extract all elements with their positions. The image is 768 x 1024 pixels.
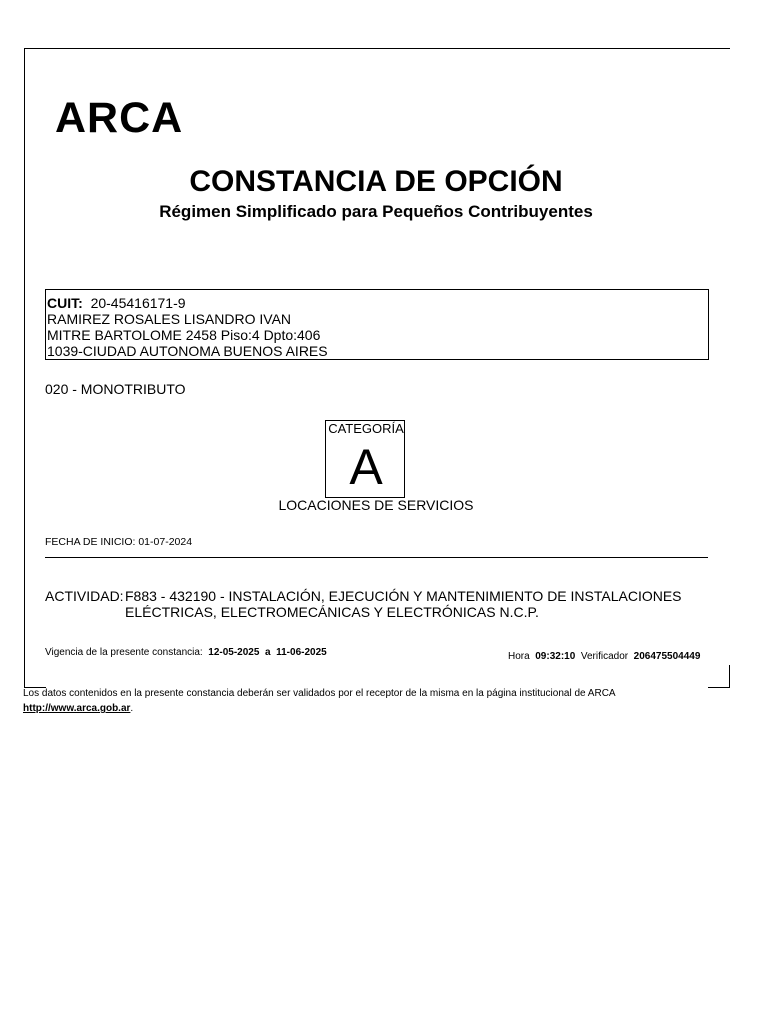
validity-line bbox=[45, 646, 327, 660]
frame-bottom-right-corner bbox=[708, 687, 730, 688]
footer-link-line bbox=[23, 702, 133, 716]
validity-label: Vigencia de la presente constancia: bbox=[45, 647, 203, 658]
category-description: LOCACIONES DE SERVICIOS bbox=[278, 497, 474, 513]
frame-left-border bbox=[24, 48, 25, 688]
frame-right-corner-line bbox=[729, 665, 730, 688]
cuit-value: 20-45416171-9 bbox=[90, 295, 186, 311]
taxpayer-address: MITRE BARTOLOME 2458 Piso:4 Dpto:406 bbox=[47, 327, 321, 343]
category-letter: A bbox=[349, 439, 383, 495]
document-subtitle: Régimen Simplificado para Pequeños Contribuyentes bbox=[159, 202, 593, 221]
category-label: CATEGORÍA bbox=[328, 421, 404, 436]
category-box bbox=[325, 420, 405, 498]
validity-separator: a bbox=[264, 647, 271, 658]
divider bbox=[45, 557, 708, 558]
verifier-value: 206475504449 bbox=[633, 651, 701, 662]
activity-line-1: F883 - 432190 - INSTALACIÓN, EJECUCIÓN Y MANTENIMIENTO DE INSTALACIONES bbox=[125, 588, 682, 604]
validity-from: 12-05-2025 bbox=[208, 647, 260, 658]
cuit-line bbox=[47, 295, 186, 311]
footer-period: . bbox=[130, 703, 134, 714]
time-value: 09:32:10 bbox=[535, 651, 576, 662]
activity-label: ACTIVIDAD: bbox=[45, 588, 124, 604]
arca-website-link[interactable]: http://www.arca.gob.ar bbox=[23, 703, 131, 714]
activity-line-2: ELÉCTRICAS, ELECTROMECÁNICAS Y ELECTRÓNICAS N.C.P. bbox=[125, 604, 539, 620]
time-verifier-line bbox=[508, 650, 700, 664]
regimen-text: 020 - MONOTRIBUTO bbox=[45, 381, 186, 397]
cuit-label: CUIT: bbox=[47, 295, 83, 311]
arca-logo: ARCA bbox=[55, 94, 184, 142]
start-date: FECHA DE INICIO: 01-07-2024 bbox=[45, 536, 193, 548]
time-label: Hora bbox=[508, 651, 530, 662]
document-title: CONSTANCIA DE OPCIÓN bbox=[189, 165, 563, 198]
taxpayer-name: RAMIREZ ROSALES LISANDRO IVAN bbox=[47, 311, 292, 327]
validity-to: 11-06-2025 bbox=[276, 647, 327, 658]
frame-top-border bbox=[24, 48, 730, 49]
taxpayer-city: 1039-CIUDAD AUTONOMA BUENOS AIRES bbox=[47, 343, 328, 359]
footer-text: Los datos contenidos en la presente constancia deberán ser validados por el receptor de la misma en la página institucional de ARCA bbox=[23, 688, 616, 699]
verifier-label: Verificador bbox=[580, 651, 629, 662]
taxpayer-box bbox=[45, 289, 709, 360]
